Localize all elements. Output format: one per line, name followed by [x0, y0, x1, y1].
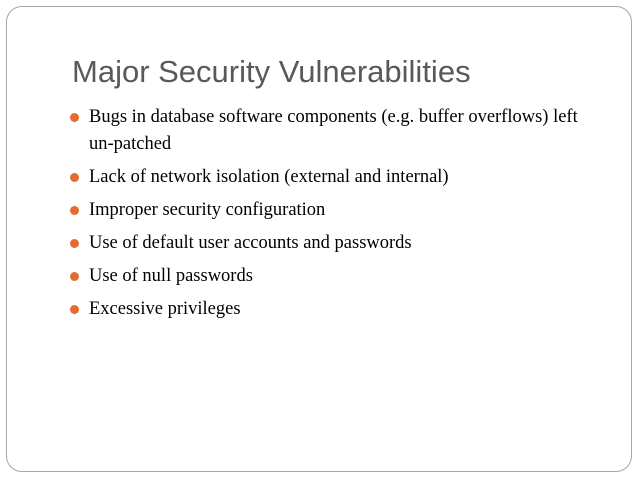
- list-item-text: Use of null passwords: [89, 266, 253, 286]
- list-item: [70, 296, 605, 323]
- bullet-dot-icon: [70, 239, 79, 248]
- list-item: [70, 104, 605, 158]
- list-item: [70, 230, 605, 257]
- slide-title: Major Security Vulnerabilities: [72, 54, 471, 89]
- list-item-text: Bugs in database software components (e.g. buffer overflows) left un-patched: [89, 107, 578, 154]
- bullet-dot-icon: [70, 173, 79, 182]
- list-item-text: Improper security configuration: [89, 200, 326, 220]
- list-item: [70, 263, 605, 290]
- list-item-text: Excessive privileges: [89, 299, 241, 319]
- list-item-text: Lack of network isolation (external and internal): [89, 167, 449, 187]
- bullet-dot-icon: [70, 206, 79, 215]
- list-item: [70, 197, 605, 224]
- list-item-text: Use of default user accounts and passwords: [89, 233, 412, 253]
- bullet-dot-icon: [70, 272, 79, 281]
- bullet-list: [70, 104, 605, 329]
- bullet-dot-icon: [70, 305, 79, 314]
- list-item: [70, 164, 605, 191]
- bullet-dot-icon: [70, 113, 79, 122]
